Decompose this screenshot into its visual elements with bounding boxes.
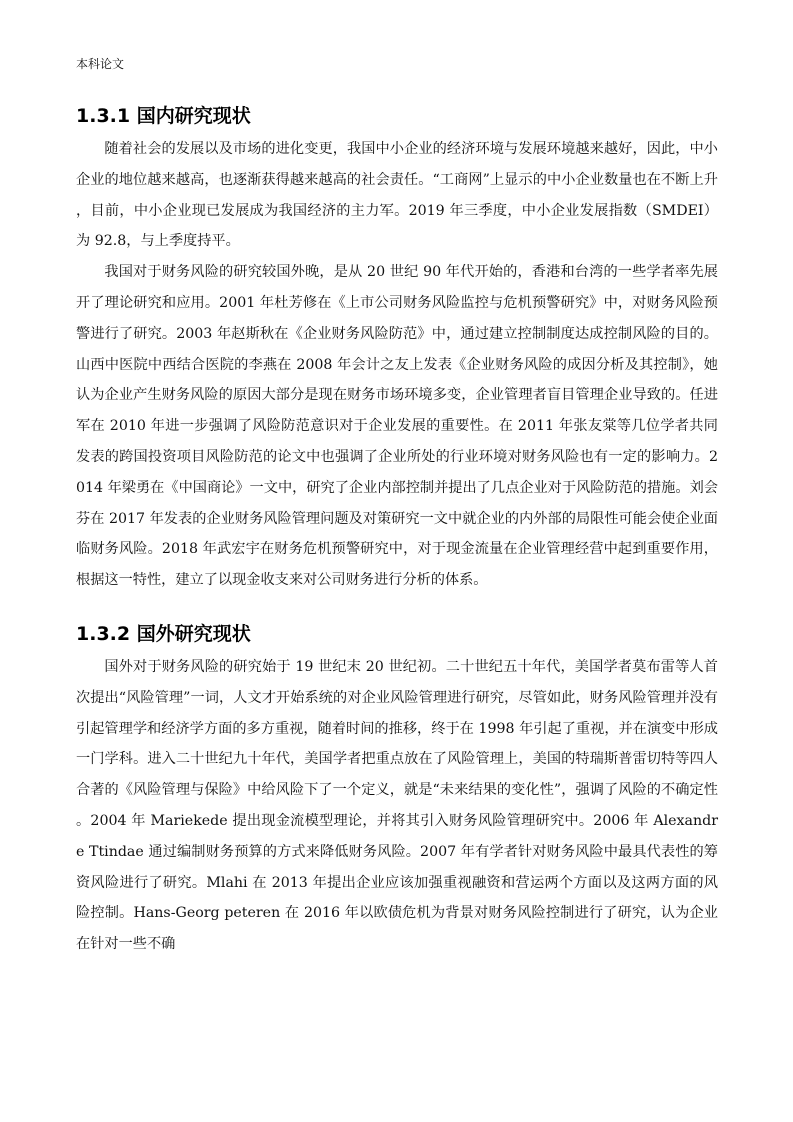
document-body [76, 100, 718, 960]
paragraph-foreign-financial-risk-research: 国外对于财务风险的研究始于 19 世纪末 20 世纪初。二十世纪五十年代，美国学者莫布雷等人首次提出“风险管理”一词，人文才开始系统的对企业风险管理进行研究，尽管如此，财务风险管理并没有引起管理学和经济学方面的多方重视，随着时间的推移，终于在 1998 年引起了重视，并在演变中形成一门学科。进入二十世纪九十年代，美国学者把重点放在了风险管理上，美国的特瑞斯普雷切特等四人合著的《风险管理与保险》中给风险下了一个定义，就是“未来结果的变化性”，强调了风险的不确定性。2004 年 Mariekede 提出现金流模型理论，并将其引入财务风险管理研究中。2006 年 Alexandre Ttindae 通过编制财务预算的方式来降低财务风险。2007 年有学者针对财务风险中最具代表性的筹资风险进行了研究。Mlahi 在 2013 年提出企业应该加强重视融资和营运两个方面以及这两方面的风险控制。Hans-Georg peteren 在 2016 年以欧债危机为背景对财务风险控制进行了研究，认为企业在针对一些不确 [76, 658, 718, 953]
running-header: 本科论文 [76, 57, 125, 71]
section-heading-foreign-research: 1.3.2 国外研究现状 [76, 622, 251, 645]
paragraph-domestic-financial-risk-research: 我国对于财务风险的研究较国外晚，是从 20 世纪 90 年代开始的，香港和台湾的一些学者率先展开了理论研究和应用。2001 年杜芳修在《上市公司财务风险监控与危机预警研究》中，对财务风险预警进行了研究。2003 年赵斯秋在《企业财务风险防范》中，通过建立控制制度达成控制风险的目的。山西中医院中西结合医院的李燕在 2008 年会计之友上发表《企业财务风险的成因分析及其控制》，她认为企业产生财务风险的原因大部分是现在财务市场环境多变，企业管理者盲目管理企业导致的。任进军在 2010 年进一步强调了风险防范意识对于企业发展的重要性。在 2011 年张友棠等几位学者共同发表的跨国投资项目风险防范的论文中也强调了企业所处的行业环境对财务风险也有一定的影响力。2014 年梁勇在《中国商论》一文中，研究了企业内部控制并提出了几点企业对于风险防范的措施。刘会芬在 2017 年发表的企业财务风险管理问题及对策研究一文中就企业的内外部的局限性可能会使企业面临财务风险。2018 年武宏宇在财务危机预警研究中，对于现金流量在企业管理经营中起到重要作用，根据这一特性，建立了以现金收支来对公司财务进行分析的体系。 [76, 264, 718, 589]
header-divider [76, 78, 718, 79]
section-heading-domestic-research: 1.3.1 国内研究现状 [76, 105, 251, 127]
paragraph-domestic-sme-overview: 随着社会的发展以及市场的进化变更，我国中小企业的经济环境与发展环境越来越好，因此，中小企业的地位越来越高，也逐渐获得越来越高的社会责任。“工商网”上显示的中小企业数量也在不断上升，目前，中小企业现已发展成为我国经济的主力军。2019 年三季度，中小企业发展指数（SMDEI）为 92.8，与上季度持平。 [76, 141, 718, 250]
